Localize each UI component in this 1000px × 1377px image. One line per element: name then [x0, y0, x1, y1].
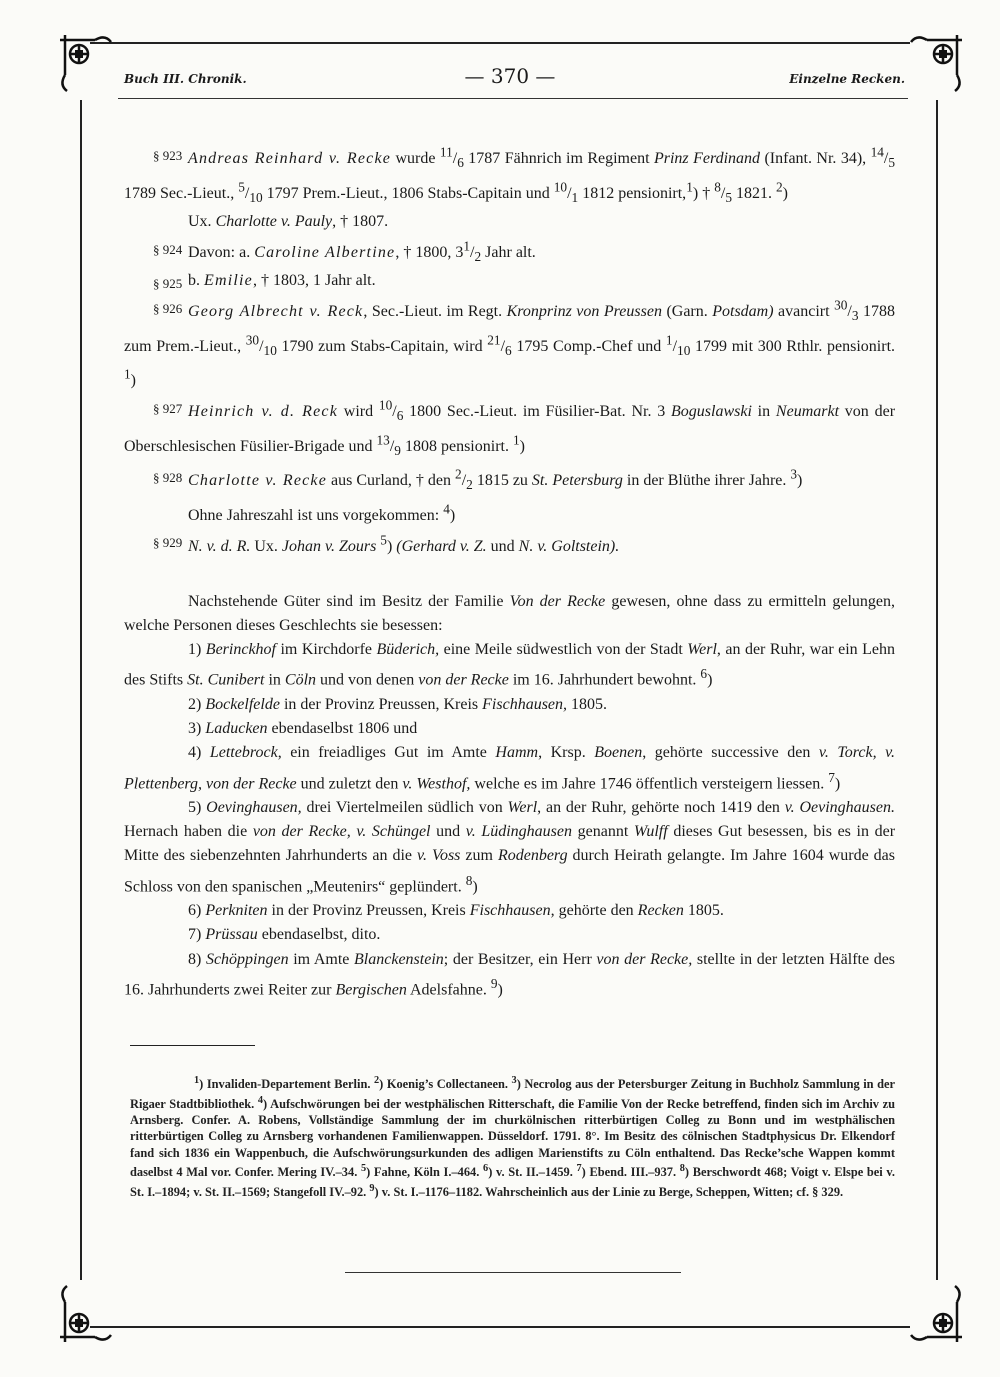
estate-paragraph: 7) Prüssau ebendaselbst, dito.	[188, 926, 381, 944]
section-number: § 926	[153, 300, 183, 316]
entry-paragraph	[124, 528, 895, 559]
frame-left	[80, 100, 82, 1280]
entry-paragraph	[124, 294, 895, 394]
ornament-bottom-right-icon	[905, 1285, 967, 1347]
entry-text: b. Emilie, † 1803, 1 Jahr alt.	[188, 272, 376, 290]
entry-text: Charlotte v. Recke aus Curland, † den $^2/_2$ 1815 zu St. Petersburg in der Blüthe ihrer Jahre. $^3$)	[188, 466, 803, 493]
frame-top	[90, 42, 910, 44]
section-number: § 929	[153, 535, 183, 551]
entry-paragraph	[124, 269, 895, 293]
section-number: § 923	[153, 148, 183, 163]
estate-paragraph: 4) Lettebrock, ein freiadliges Gut im Amte Hamm, Krsp. Boenen, gehörte successive den v. Torck, v. Plettenberg, von der Recke und zuletzt den v. Westhof, welche es im Jahre 1746 öffentlich versteigern liessen. $^7$)	[124, 744, 896, 792]
section-number: § 924	[153, 241, 183, 257]
entry-paragraph	[124, 463, 895, 498]
frame-right	[936, 100, 938, 1280]
ornament-bottom-left-icon	[55, 1285, 117, 1347]
entry-paragraph	[124, 210, 895, 234]
estate-paragraph: 6) Perkniten in der Provinz Preussen, Kreis Fischhausen, gehörte den Recken 1805.	[188, 902, 724, 920]
estates-list	[124, 590, 895, 1003]
ornament-top-left-icon	[55, 30, 117, 92]
section-number: § 925	[153, 276, 183, 292]
entry-text: Heinrich v. d. Reck wird $^{10}/_6$ 1800 Sec.-Lieut. im Füsilier-Bat. Nr. 3 Boguslawski in Neumarkt von der Oberschlesischen Füsilier-Brigade und $^{13}/_9$ 1808 pensionirt. $^1$)	[124, 397, 896, 458]
bottom-rule	[345, 1272, 681, 1273]
entry-paragraph	[124, 394, 895, 463]
estate-paragraph: 1) Berinckhof im Kirchdorfe Büderich, eine Meile südwestlich von der Stadt Werl, an der Ruhr, war ein Lehn des Stifts St. Cunibert in Cöln und von denen von der Recke im 16. Jahrhundert bewohnt. $^6$)	[124, 641, 896, 689]
header-right: Einzelne Recken.	[789, 72, 905, 86]
entry-paragraph	[124, 141, 895, 210]
estate-paragraph: 8) Schöppingen im Amte Blanckenstein; der Besitzer, ein Herr von der Recke, stellte in der letzten Hälfte des 16. Jahrhunderts zwei Reiter zur Bergischen Adelsfahne. $^9$)	[124, 950, 896, 999]
entry-text: Andreas Reinhard v. Recke wurde $^{11}/_6$ 1787 Fähnrich im Regiment Prinz Ferdinand (Infant. Nr. 34), $^{14}/_5$ 1789 Sec.-Lieut., $^5/_{10}$ 1797 Prem.-Lieut., 1806 Stabs-Capitain und $^{10}/_1$ 1812 pensionirt,$^1$) † $^8/_5$ 1821. $^2$)	[124, 145, 896, 206]
main-text	[124, 141, 895, 1002]
section-number: § 927	[153, 400, 183, 416]
header-rule	[118, 98, 908, 99]
page-number: — 370 —	[464, 64, 556, 88]
header-left: Buch III. Chronik.	[124, 72, 247, 86]
entry-text: Davon: a. Caroline Albertine, † 1800, $3^1/_2$ Jahr alt.	[188, 238, 536, 265]
ornament-top-right-icon	[905, 30, 967, 92]
footnote-rule	[130, 1045, 255, 1046]
frame-bottom	[90, 1326, 910, 1328]
estate-paragraph: 3) Laducken ebendaselbst 1806 und	[188, 720, 418, 738]
estate-paragraph: 2) Bockelfelde in der Provinz Preussen, Kreis Fischhausen, 1805.	[188, 695, 608, 713]
estate-paragraph: 5) Oevinghausen, drei Viertelmeilen südlich von Werl, an der Ruhr, gehörte noch 1419 den v. Oevinghausen. Hernach haben die von der Recke, v. Schüngel und v. Lüdinghausen genannt Wulff dieses Gut besessen, bis es in der Mitte des siebenzehnten Jahrhunderts an die v. Voss zum Rodenberg durch Heirath gelangte. Im Jahre 1604 wurde das Schloss von den spanischen „Meutenirs“ geplündert. $^8$)	[124, 799, 896, 895]
entry-list	[124, 141, 895, 559]
spacer	[124, 559, 895, 590]
entry-text: Ux. Charlotte v. Pauly, † 1807.	[188, 213, 389, 231]
entry-paragraph	[124, 235, 895, 270]
entry-text: Georg Albrecht v. Reck, Sec.-Lieut. im Regt. Kronprinz von Preussen (Garn. Potsdam) avancirt $^{30}/_3$ 1788 zum Prem.-Lieut., $^{30}/_{10}$ 1790 zum Stabs-Capitain, wird $^{21}/_6$ 1795 Comp.-Chef und $^1/_{10}$ 1799 mit 300 Rthlr. pensionirt. $^1$)	[124, 297, 896, 390]
footnotes: $^1$) Invaliden-Departement Berlin. $^2$) Koenig’s Collectaneen. $^3$) Necrolog aus der Petersburger Zeitung in Buchholz Sammlung in der Rigaer Stadtbibliothek. $^4$) Aufschwörungen bei der westphälischen Ritterschaft, die Familie Von der Recke betreffend, finden sich im Archiv zu Arnsberg. Confer. A. Robens, Vollständige Sammlung der im churkölnischen ritterbürtigen Colleg zu Bonn und im westphälischen ritterbürtigen Colleg zu Arnsberg vorhandenen Familienwappen. Düsseldorf. 1791. 8°. Im Besitz des cölnischen Stadtphysicus Dr. Elkendorf fand sich 1836 ein Wappenbuch, die Aufschwörungsurkunden des adligen Marienstifts zu Cöln enthaltend. Das Recke’sche Wappen kommt daselbst 4 Mal vor. Confer. Mering IV.–34. $^5$) Fahne, Köln I.–464. $^6$) v. St. II.–1459. $^7$) Ebend. III.–937. $^8$) Berschwordt 468; Voigt v. Elspe bei v. St. I.–1894; v. St. II.–1569; Stangefoll IV.–92. $^9$) v. St. I.–1176–1182. Wahrscheinlich aus der Linie zu Berge, Scheppen, Witten; cf. § 329.	[130, 1075, 896, 1199]
entry-text: Ohne Jahreszahl ist uns vorgekommen: $^4$)	[188, 501, 456, 525]
entry-paragraph	[124, 498, 895, 529]
entry-text: N. v. d. R. Ux. Johan v. Zours $^5$) (Gerhard v. Z. und N. v. Goltstein).	[188, 532, 620, 555]
estate-paragraph: Nachstehende Güter sind im Besitz der Familie Von der Recke gewesen, ohne dass zu ermitteln gelungen, welche Personen dieses Geschlechts sie besessen:	[124, 592, 895, 634]
section-number: § 928	[153, 469, 183, 485]
